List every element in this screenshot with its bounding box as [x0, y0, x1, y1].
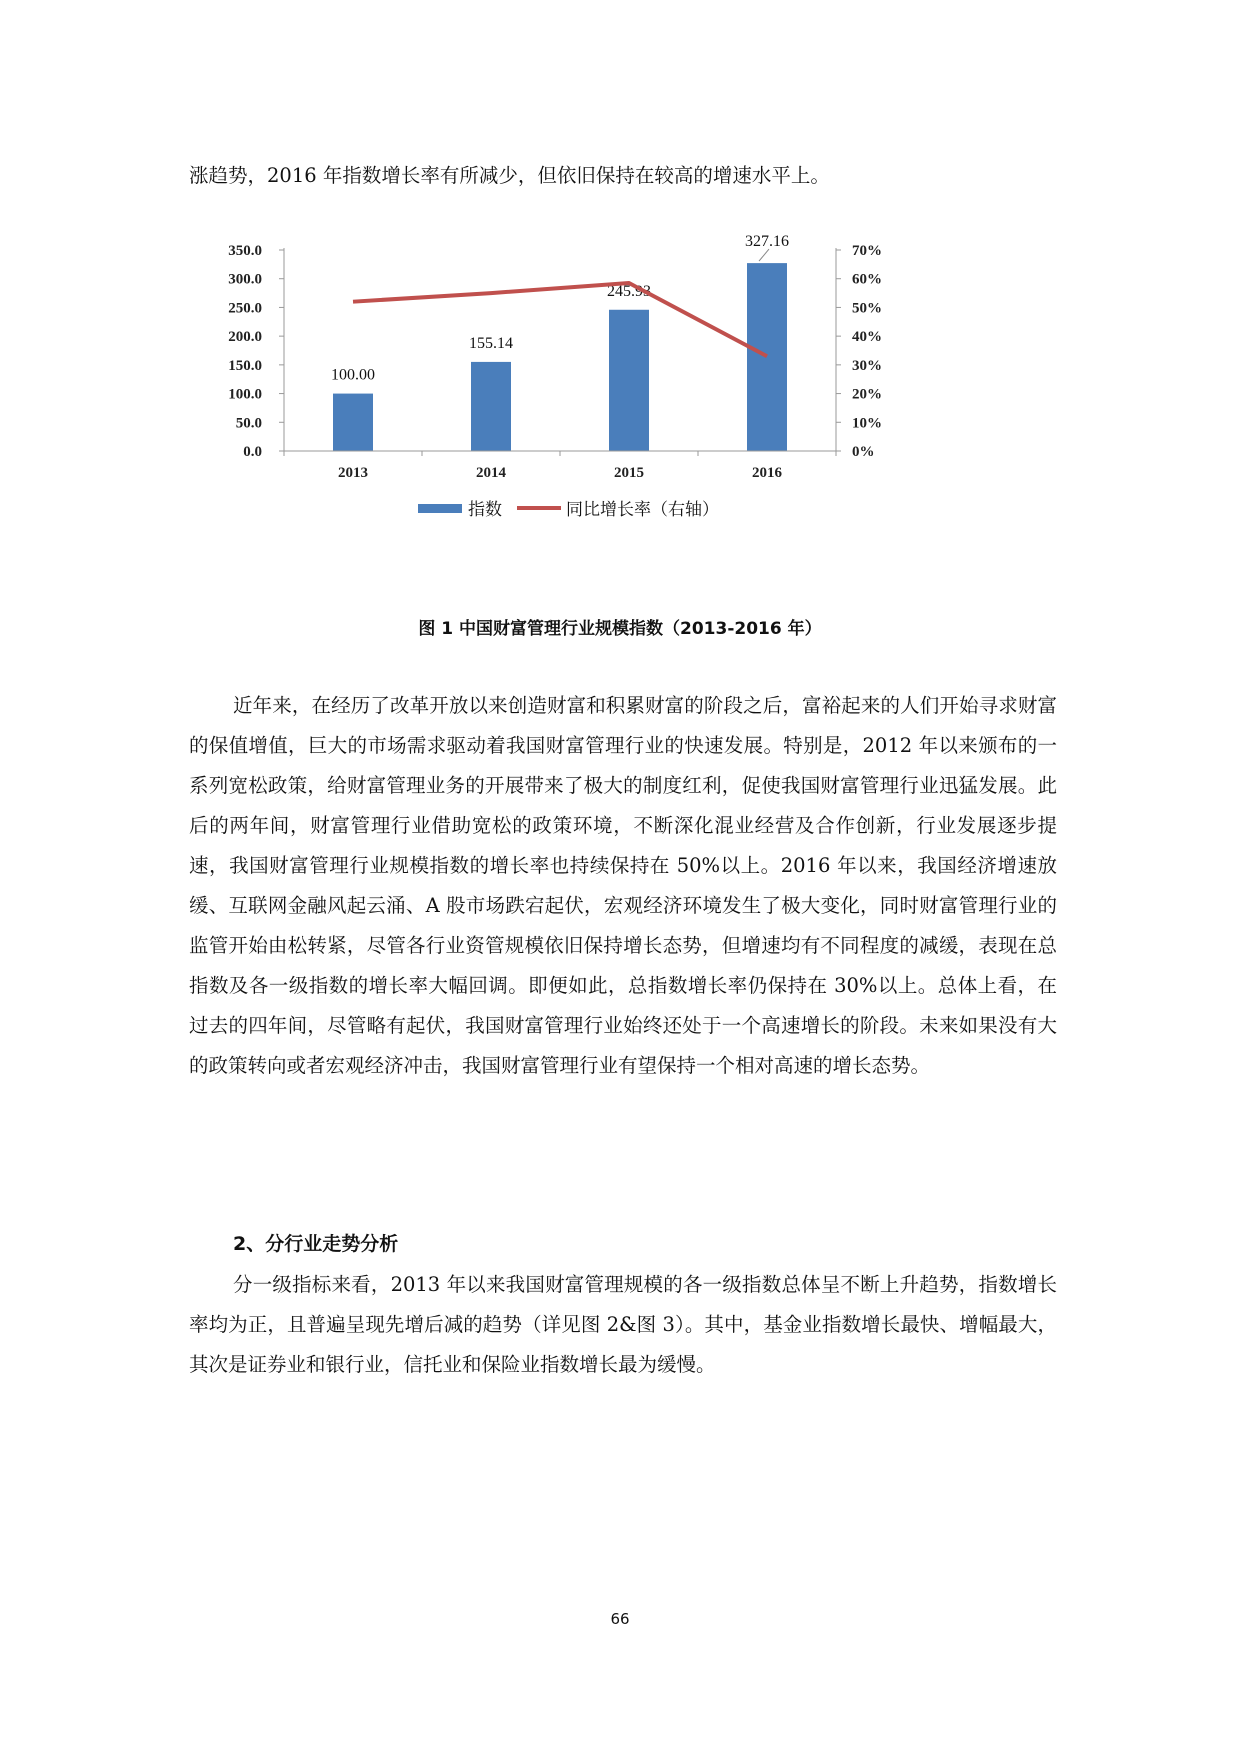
- bar-2014: [471, 362, 511, 451]
- legend: [418, 500, 719, 520]
- figure-caption: 图 1 中国财富管理行业规模指数（2013-2016 年）: [418, 619, 822, 639]
- left-tick-label: 50.0: [235, 415, 262, 432]
- data-label-leader: [759, 249, 769, 261]
- right-tick-label: 0%: [852, 444, 875, 460]
- page-number: 66: [610, 1610, 630, 1628]
- category-tick-label: 2015: [614, 465, 644, 481]
- bar-series: [333, 263, 787, 451]
- right-axis-ticks: [836, 243, 882, 460]
- section-heading: 2、分行业走势分析: [233, 1233, 399, 1255]
- bar-data-labels: [331, 233, 789, 383]
- bar-2013: [333, 394, 373, 451]
- growth-rate-line: [353, 283, 767, 356]
- right-tick-label: 50%: [852, 300, 882, 317]
- top-text-line: 涨趋势，2016 年指数增长率有所减少，但依旧保持在较高的增速水平上。: [189, 164, 830, 187]
- left-tick-label: 150.0: [228, 357, 262, 374]
- growth-line-series: [353, 283, 767, 356]
- legend-line-label: 同比增长率（右轴）: [566, 500, 719, 520]
- category-axis-ticks: [284, 451, 836, 481]
- body-paragraph: 近年来，在经历了改革开放以来创造财富和积累财富的阶段之后，富裕起来的人们开始寻求财富的保值增值，巨大的市场需求驱动着我国财富管理行业的快速发展。特别是，2012 年以来颁布的一系列宽松政策，给财富管理业务的开展带来了极大的制度红利，促使我国财富管理行业迅猛发展。此后的两年间，财富管理行业借助宽松的政策环境，不断深化混业经营及合作创新，行业发展逐步提速，我国财富管理行业规模指数的增长率也持续保持在 50%以上。2016 年以来，我国经济增速放缓、互联网金融风起云涌、A 股市场跌宕起伏，宏观经济环境发生了极大变化，同时财富管理行业的监管开始由松转紧，尽管各行业资管规模依旧保持增长态势，但增速均有不同程度的减缓，表现在总指数及各一级指数的增长率大幅回调。即便如此，总指数增长率仍保持在 30%以上。总体上看，在过去的四年间，尽管略有起伏，我国财富管理行业始终还处于一个高速增长的阶段。未来如果没有大的政策转向或者宏观经济冲击，我国财富管理行业有望保持一个相对高速的增长态势。: [189, 694, 1057, 1077]
- left-tick-label: 100.0: [228, 386, 262, 403]
- category-tick-label: 2016: [752, 465, 782, 481]
- left-tick-label: 350.0: [228, 243, 262, 259]
- left-tick-label: 300.0: [228, 271, 262, 288]
- left-tick-label: 200.0: [228, 329, 262, 346]
- bar-data-label: 245.93: [607, 282, 651, 300]
- bar-data-label: 100.00: [331, 366, 375, 384]
- right-tick-label: 70%: [852, 243, 882, 259]
- right-tick-label: 10%: [852, 415, 882, 432]
- left-axis-ticks: [228, 243, 284, 460]
- right-tick-label: 20%: [852, 386, 882, 403]
- legend-bar-swatch: [418, 504, 462, 513]
- category-tick-label: 2014: [476, 465, 506, 481]
- right-tick-label: 30%: [852, 357, 882, 374]
- bar-2016: [747, 263, 787, 451]
- section-paragraph: 分一级指标来看，2013 年以来我国财富管理规模的各一级指数总体呈不断上升趋势，指数增长率均为正，且普遍呈现先增后减的趋势（详见图 2&图 3）。其中，基金业指数增长最快、增幅最大，其次是证券业和银行业，信托业和保险业指数增长最为缓慢。: [189, 1273, 1057, 1376]
- category-tick-label: 2013: [338, 465, 368, 481]
- right-tick-label: 60%: [852, 271, 882, 288]
- scale-index-chart: [228, 233, 1020, 590]
- right-tick-label: 40%: [852, 329, 882, 346]
- bar-data-label: 327.16: [745, 233, 789, 251]
- left-tick-label: 250.0: [228, 300, 262, 317]
- bar-2015: [609, 310, 649, 451]
- left-tick-label: 0.0: [243, 444, 262, 460]
- legend-bar-label: 指数: [468, 500, 502, 520]
- bar-data-label: 155.14: [469, 334, 513, 352]
